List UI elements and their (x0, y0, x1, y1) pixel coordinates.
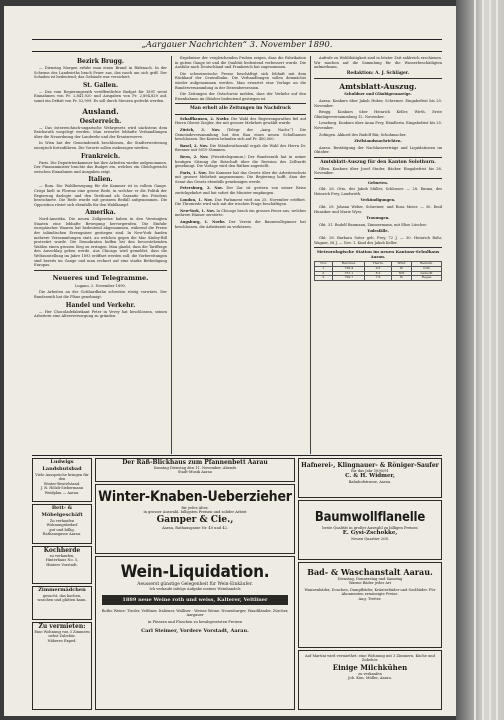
ad-kochherde: Kochherde zu verkaufen, Hinterhaus No. 5, Hintere Vorstadt. (32, 546, 92, 584)
ad-zu-vermieten: Zu vermieten: Eine Wohnung von 3 Zimmern nebst Zubehör. Näheres Exped. (32, 622, 92, 710)
heading-italien: Italien. (88, 176, 113, 184)
column-3: Aufrufe zu Wohlthätigkeit sind in letzter Zeit zahlreich erschienen. Wir machen auf die Sammlung für die Wasserbeschädigten aufmerksam. Redaktion: A. J. Schläger. Amtsblatt-Auszug. Schuldner und Gläubigeranzeige. Aarau. Konkurs über Jakob Huber, Schreiner. Eingabefrist bis 20. November. Brugg. Konkurs über Heinrich Keller, Wirth. Erste Gläubigerversammlung 12. November. Lenzburg. Konkurs über Anna Frey, Händlerin. Eingabefrist bis 25. November. Zofingen. Akkord des Rudolf Bär, Schuhmacher. Zivilstandsnachrichten. Aarau. Bestätigung der Nachlassverträge und Liquidationen im Oktober. Amtsblatt-Auszug für den Kanton Solothurn. Olten. Konkurs über Josef Studer, Bäcker. Eingabefrist bis 28. November. Geburten. Okt. 26. Otto, des Jakob Müller, Schlosser. — 28. Emma, des Heinrich Frey, Landwirth. Verkündigungen. Okt. 29. Johann Weber, Schreiner, und Rosa Meier. — 30. Emil Hunziker und Marie Wyss. Trauungen. Okt. 31. Rudolf Baumann, Zimmermann, mit Elise Lüscher. Todesfälle. Okt. 28. Barbara Suter geb. Frey, 72 J. — 30. Heinrich Rohr, Wagner, 58 J. — Nov. 1. Kind des Jakob Keller. Meteorologische Station im neuen Kantons-Schulhaus Aarau. Nov. Baromet. Therm. Wind Bemerk. 1. 728.4 9.5 W trüb 2. 731.1 8.2 NW bedeckt 3. 729.7 7.6 W Regen (314, 56, 442, 280)
sub-geborene: Geburten. (367, 180, 389, 185)
heading-news: Neueres und Telegramme. (52, 273, 149, 282)
sub-zivilstand: Zivilstandsnachrichten. (354, 139, 402, 144)
line-petersburg: Petersburg, 2. Nov. (180, 186, 223, 191)
ad-wein-liquidation: Wein-Liquidation. Aeusserst günstige Gelegenheit für Wein-Einkäufer. Ich verkaufe infolge Aufgabe meines Weinhandels 1889 neue Weine roth und weiss, Kalterer, Veltliner Rothe Weine: Tiroler, Veltliner, Italiener, Walliser · Weisse Weine: Neuenburger, Waadtländer, Zürcher, Aargauer in Fässern und Flaschen zu herabgesetzten Preisen Carl Steimer, Vordere Vorstadt, Aarau. (95, 556, 295, 710)
weather-table: Nov. Baromet. Therm. Wind Bemerk. 1. 728.4 9.5 W trüb 2. 731.1 8.2 NW bedeckt 3. 729.7 7.6 W Regen (314, 261, 442, 280)
column-1: Bezirk Brugg. — Dienstag Morgen erfuhr man einen Brand in Rüfenach. In der Scheune des Landwirths brach Feuer aus, das rasch um sich griff. Der Schaden ist bedeutend; das Gebäude war versichert. St. Gallen. — Das vom Regierungsrath veröffentlichte Budget für 1891 weist Einnahmen von Fr. 2,841,920 und Ausgaben von Fr. 2,894,829 auf, somit ein Defizit von Fr. 52,909. Es soll durch Steuern gedeckt werden. Ausland. Oesterreich. — Das österreichisch-ungarische Wehrgesetz wird nächstens dem Reichsrath vorgelegt werden. Man erwartet lebhafte Verhandlungen über die Neuordnung der Landwehr und der Ersatzreserve. In Wien hat der Gemeinderath beschlossen, die Stadterweiterung energisch fortzuführen. Die Vororte sollen einbezogen werden. Frankreich. Paris. Die Deputirtenkammer hat ihre Arbeiten wieder aufgenommen. Der Finanzminister brachte das Budget ein, welches ein Gleichgewicht zwischen Einnahmen und Ausgaben zeigt. Italien. — Rom. Die Wahlbewegung für die Kammer ist in vollem Gange. Crispi hielt in Florenz eine grosse Rede, in welcher er die Politik der Regierung darlegte und den Dreibund als Garantie des Friedens bezeichnete. Die Rede wurde mit grossem Beifall aufgenommen. Die Opposition rüstet sich ebenfalls für den Wahlkampf. Amerika. Nord-Amerika. Die neuen Zollgesetze haben in den Vereinigten Staaten eine lebhafte Bewegung hervorgerufen. Die Einfuhr europäischer Waaren hat bedeutend abgenommen, während die Preise der inländischen Erzeugnisse gestiegen sind. In New-York fanden mehrere Versammlungen statt, an welchen gegen die Mac Kinley-Bill protestirt wurde. Die Demokraten hoffen bei den bevorstehenden Wahlen einen grossen Sieg zu erringen. Man glaubt, dass die Tariffrage den Ausschlag geben werde. Aus Chicago wird gemeldet, dass die Weltausstellung im Jahre 1893 eröffnet werden soll; die Vorbereitungen sind bereits im Gange und man rechnet auf eine starke Betheiligung Europas. Neueres und Telegramme. Lugano, 2. November 1890. Die Arbeiten an der Gotthardbahn schreiten rüstig vorwärts. Der Bundesrath hat die Pläne genehmigt. Handel und Verkehr. — Her Chocoladefabrikant Peter in Vevey hat beschlossen, seinen Arbeitern eine Altersversorgung zu gründen. (34, 58, 167, 319)
line-newyork: New-York, 1. Nov. (180, 208, 216, 213)
heading-bezirk: Bezirk Brugg. (76, 58, 125, 65)
ad-ludwigs: Ludwigs Landshutsbad Viele Aussprüche bringen für den Winter-Beutelstand. J. R. Hölzli-Siebermann Weidplan — Aarau. (32, 458, 92, 502)
ad-winter-knaben: Winter-Knaben-Ueberzieher für jedes Alter, in grosser Auswahl, billigsten Preisen und solider Arbeit Gamper & Cie., Aarau, Rathausgasse Nr. 40 und 42. (95, 484, 295, 554)
column-rule (171, 56, 172, 454)
ad-badanstalt: Bad- & Waschanstalt Aarau. Dienstag, Donnerstag und Samstag Warme Bäder jeder Art Wannenbäder, Douchen, Dampfbäder, Kräuterbäder und Soolbäder. Für Abonnenten ermässigte Preise. Aug. Treiter. (298, 562, 442, 648)
line-basel: Basel, 2. Nov. (180, 143, 209, 148)
ad-milchkuehe: Auf Martini wird vermiethet: eine Wohnung mit 3 Zimmern, Küche und Zubehör. Einige Milchkühen zu verkaufen Joh. Kim, Müller, Aarau. (298, 650, 442, 710)
line-schaffhausen: Schaffhausen, 2. Novbr. (180, 116, 230, 121)
masthead: „Aargauer Nachrichten“ 3. November 1890. (32, 39, 442, 52)
lugano-dateline: Lugano, 2. November 1890. (75, 283, 126, 288)
book-edge (456, 0, 504, 720)
sub-todesfaelle: Todesfälle. (367, 229, 389, 234)
heading-ausland: Ausland. (82, 106, 119, 116)
sub-schuldner: Schuldner und Gläubigeranzeige. (344, 92, 412, 97)
line-london: London, 1. Nov. (180, 197, 213, 202)
weather-row: 2. 731.1 8.2 NW bedeckt (315, 271, 442, 276)
sub-trauungen: Trauungen. (366, 216, 390, 221)
column-2: Ergebnisse der vergleichenden Proben zeigen, dass die Fabrikation in gutem Gange ist und die Qualität bedeutend verbessert wurde. Die Ausfuhr nach Deutschland und Frankreich hat zugenommen. Die schweizerische Presse beschäftigt sich lebhaft mit dem Rückkauf der Centralbahn. Die Verhandlungen sollen demnächst wieder aufgenommen werden. Man erwartet eine Vorlage an die Bundesversammlung in der Dezembersession. Die Zeitungen der Ostschweiz melden, dass der Verkehr auf den Eisenbahnen im Oktober bedeutend gestiegen ist. Man erholt alle Zeitungen im Nachdruck Schaffhausen, 2. Novbr. Die Wahl des Regierungsrathes fiel auf Herrn Oberst Ziegler, der mit grosser Mehrheit gewählt wurde. Zürich, 3. Nov. (Telegr. der „Aarg. Nachr.“) Die Gemeindeversammlung hat den Bau eines neuen Schulhauses beschlossen. Die Kosten belaufen sich auf Fr. 450,000. Basel, 2. Nov. Die Ständerathswahl ergab die Wahl des Herrn Dr. Brenner mit 5819 Stimmen. Bern, 2. Nov. (Privattelegramm.) Der Bundesrath hat in seiner heutigen Sitzung die Botschaft über die Revision des Zolltarifs genehmigt. Die Vorlage wird den Räthen zugestellt. Paris, 1. Nov. Die Kammer hat das Gesetz über die Arbeiterschutz mit grosser Mehrheit angenommen. Die Regierung hofft, dass der Senat das Gesetz ebenfalls genehmigen werde. Petersburg, 2. Nov. Der Zar ist gestern von seiner Reise zurückgekehrt und hat sofort die Minister empfangen. London, 1. Nov. Das Parlament wird am 25. November eröffnet. Die Thronrede wird sich mit der irischen Frage beschäftigen. New-York, 1. Nov. In Chicago brach ein grosses Feuer aus, welches mehrere Häuser zerstörte. Augsburg, 1. Novbr. Der Verein der Baumwollspinner hat beschlossen, die Arbeitszeit zu verkürzen. (175, 56, 306, 229)
line-paris: Paris, 1. Nov. (180, 170, 208, 175)
heading-oesterreich: Oesterreich. (79, 117, 122, 125)
heading-handel: Handel und Verkehr. (65, 301, 136, 309)
warning-heading: Man erholt alle Zeitungen im Nachdruck (190, 106, 291, 112)
line-bern: Bern, 2. Nov. (180, 154, 209, 159)
heading-amerika: Amerika. (85, 209, 116, 217)
column-rule (310, 56, 311, 454)
heading-frankreich: Frankreich. (80, 152, 121, 160)
ad-zimmermaedchen: Zimmermädchen gesucht, das kochen, waschen und glätten kann. (32, 586, 92, 620)
redaktion-line: Redaktion: A. J. Schläger. (346, 70, 410, 76)
ad-blick: Der Räß-Blickhaus zum Pfannenbett Aarau Sonntag Dienstag den 11. November, Abends Stadt-Musik Aarau (95, 458, 295, 482)
ad-baumwollflanelle: Baumwollflanelle beste Qualität in großer Auswahl zu billigen Preisen E. Gysi-Zschokke, Neuen Quartier 208. (298, 500, 442, 560)
heading-witterung: Meteorologische Station im neuen Kantons-Schulhaus Aarau. (316, 249, 440, 259)
wein-highlight: 1889 neue Weine roth und weiss, Kalterer, Veltliner (102, 595, 288, 605)
line-zurich: Zürich, 3. Nov. (180, 127, 221, 132)
heading-amtsblatt: Amtsblatt-Auszug. (339, 82, 417, 92)
heading-solothurn: Amtsblatt-Auszug für den Kanton Solothurn. (320, 159, 436, 165)
weather-row: 1. 728.4 9.5 W trüb (315, 267, 442, 272)
ad-bett: Bett- & Möbelgeschäft Zu verkaufen Wohnungsbedarf gut und billig. Rathausgasse Aarau. (32, 504, 92, 544)
sub-verkuendigungen: Verkündigungen. (360, 198, 396, 203)
heading-st-gallen: St. Gallen. (82, 81, 119, 89)
newspaper-page (4, 6, 456, 716)
ad-hafner: Hafnerei-, Klingnauer- & Röniger-Saufer für das Jahr 1890/91 C. & H. Widmer, Bahnhofstrasse, Aarau. (298, 458, 442, 498)
ad-divider (32, 455, 442, 456)
line-augsburg: Augsburg, 1. Novbr. (180, 220, 226, 225)
weather-row: 3. 729.7 7.6 W Regen (315, 276, 442, 281)
